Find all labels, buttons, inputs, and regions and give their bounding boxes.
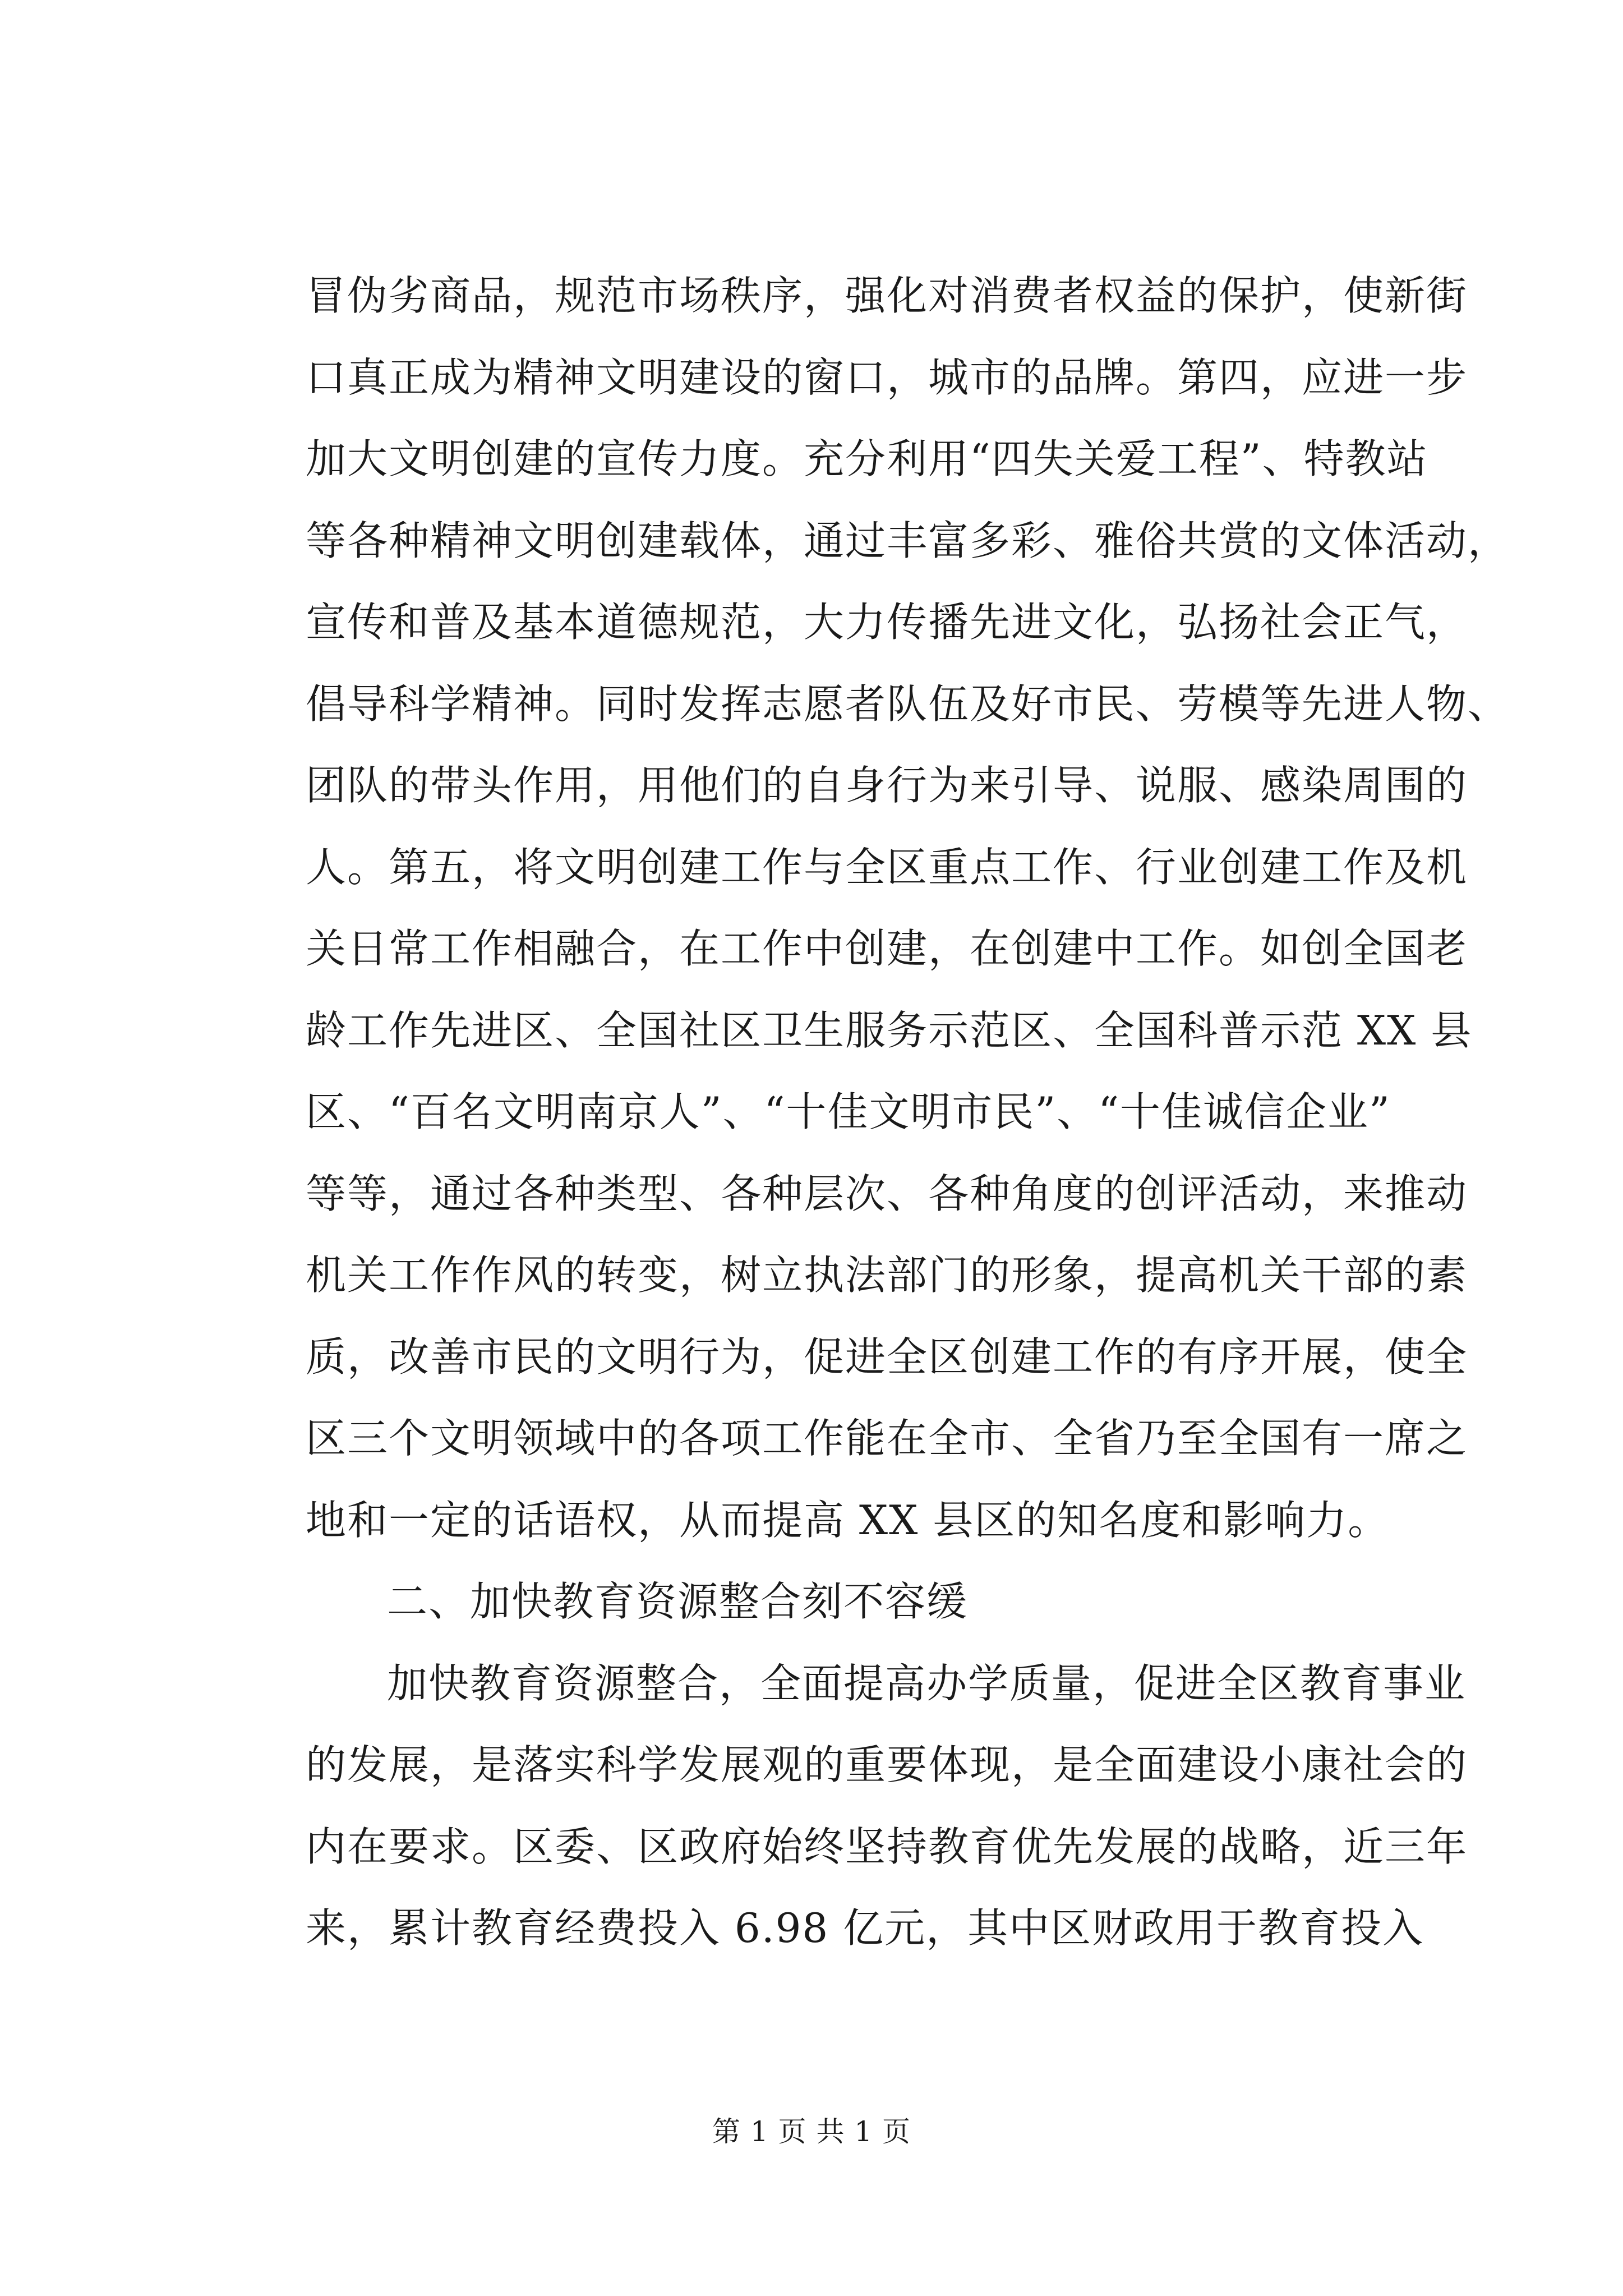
paragraph-line: 等等，通过各种类型、各种层次、各种角度的创评活动，来推动 — [306, 1170, 1468, 1217]
paragraph-line: 宣传和普及基本道德规范，大力传播先进文化，弘扬社会正气， — [306, 599, 1468, 646]
paragraph-line: 人。第五，将文明创建工作与全区重点工作、行业创建工作及机 — [306, 843, 1468, 891]
page-number-label: 第 1 页 共 1 页 — [712, 2115, 911, 2148]
paragraph-line: 区、“百名文明南京人”、“十佳文明市民”、“十佳诚信企业” — [306, 1088, 1391, 1135]
paragraph-line: 内在要求。区委、区政府始终坚持教育优先发展的战略，近三年 — [306, 1823, 1468, 1870]
paragraph-line: 倡导科学精神。同时发挥志愿者队伍及好市民、劳模等先进人物、 — [306, 680, 1510, 728]
paragraph-line: 机关工作作风的转变，树立执法部门的形象，提高机关干部的素 — [306, 1251, 1468, 1299]
paragraph-line: 口真正成为精神文明建设的窗口，城市的品牌。第四，应进一步 — [306, 353, 1468, 401]
paragraph-line: 的发展，是落实科学发展观的重要体现，是全面建设小康社会的 — [306, 1741, 1468, 1788]
section-heading: 二、加快教育资源整合刻不容缓 — [387, 1578, 969, 1625]
paragraph-line: 来，累计教育经费投入 6.98 亿元，其中区财政用于教育投入 — [306, 1904, 1424, 1952]
page-footer — [0, 2115, 1623, 2148]
paragraph-line: 关日常工作相融合，在工作中创建，在创建中工作。如创全国老 — [306, 925, 1468, 972]
paragraph-line: 区三个文明领域中的各项工作能在全市、全省乃至全国有一席之 — [306, 1415, 1468, 1462]
paragraph-line: 加大文明创建的宣传力度。充分利用“四失关爱工程”、特教站 — [306, 435, 1428, 482]
paragraph-line: 质，改善市民的文明行为，促进全区创建工作的有序开展，使全 — [306, 1333, 1468, 1381]
paragraph-line: 龄工作先进区、全国社区卫生服务示范区、全国科普示范 XX 县 — [306, 1006, 1473, 1054]
paragraph-line: 团队的带头作用，用他们的自身行为来引导、说服、感染周围的 — [306, 762, 1468, 809]
paragraph-line: 地和一定的话语权，从而提高 XX 县区的知名度和影响力。 — [306, 1496, 1390, 1544]
paragraph-line: 冒伪劣商品，规范市场秩序，强化对消费者权益的保护，使新街 — [306, 272, 1468, 319]
paragraph-line: 等各种精神文明创建载体，通过丰富多彩、雅俗共赏的文体活动， — [306, 517, 1510, 564]
paragraph-line: 加快教育资源整合，全面提高办学质量，促进全区教育事业 — [387, 1659, 1467, 1707]
document-body — [306, 255, 1510, 1970]
